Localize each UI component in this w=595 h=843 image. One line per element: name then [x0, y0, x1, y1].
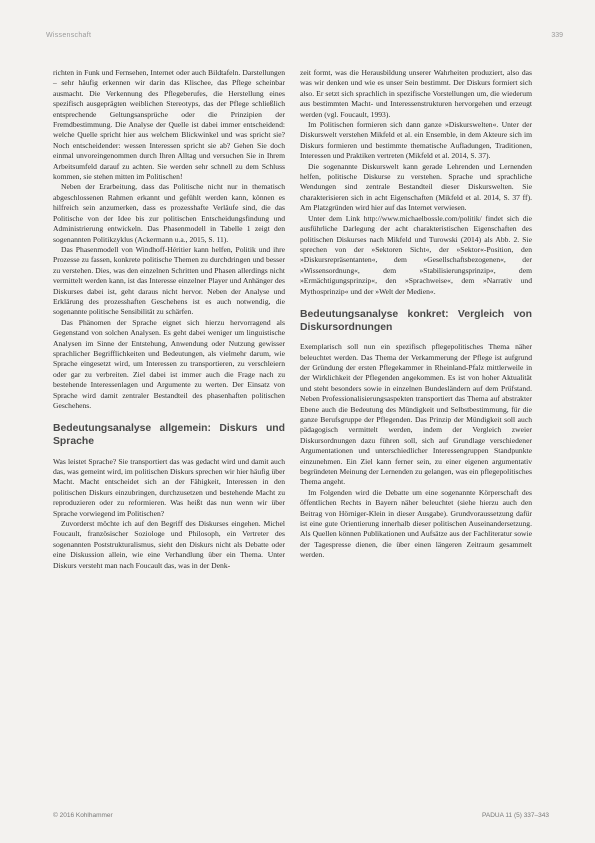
paragraph: Was leistet Sprache? Sie transportiert das was gedacht wird und damit auch das, was gemeint wird, im politischen Diskurs sprechen wir hier häufig über Macht. Macht entscheidet sich an der Fähigkeit, Interessen in den politischen Diskurs einzubringen, durchzusetzen und bestehende Macht zu reproduzieren oder zu reformieren. Was heißt das nun wenn wir über Sprache vorwiegend im Politischen? — [53, 456, 285, 518]
running-head: Wissenschaft — [46, 32, 92, 39]
left-column — [53, 68, 285, 571]
paragraph: Das Phänomen der Sprache eignet sich hierzu hervorragend als Gegenstand von solchen Analysen. Es geht dabei weniger um linguistische Analysen im Sinne der Entstehung, Anwendung oder Nutzung gewisser sprachlicher Begrifflichkeiten und Bedeutungen, als vielmehr darum, wie Sprache eingesetzt wird, um Interessen zu transportieren, zu verschleiern oder gar zu verbreiten. Ziel dabei ist immer auch die Frage nach zu bestehende Interessenlagen und Argumente zu werten. Der Einsatz von Sprache wird damit zentraler Bestandteil des phasenhaften politischen Geschehens. — [53, 317, 285, 410]
paragraph: Unter dem Link http://www.michaelbossle.com/politik/ findet sich die ausführliche Darlegung der acht charakteristischen Eigenschaften des politischen Diskurses nach Mikfeld und Turowski (2014) als Abb. 2. Sie sprechen von der »Sektoren Sicht«, der »Sektor«-Position, den »Diskursrepräsentanten«, dem »Gesellschaftsbezogenen«, der »Wissensordnung«, dem »Stabilisierungsprinzip«, dem »Ermächtigungsprinzip«, den »Sprachweise«, dem »Narrativ und Mythosprinzip« und der »Welt der Medien«. — [300, 213, 532, 296]
paragraph: Das Phasenmodell von Windhoff-Héritier kann helfen, Politik und ihre Prozesse zu fassen, konkrete politische Themen zu durchdringen und besser zu verstehen. Dies, was den einzelnen Schritten und Phasen allerdings nicht vermittelt werden kann, ist das Interesse einzelner Player und Anhänger des Diskurses dabei ist, geht daraus nicht hervor. Neben der Analyse und Erklärung des prozesshaften Geschehens ist es auch notwendig, die sogenannte politische Sensibilität zu schärfen. — [53, 244, 285, 317]
copyright-footer: © 2016 Kohlhammer — [53, 812, 113, 819]
page-number: 339 — [551, 32, 563, 39]
paragraph: Exemplarisch soll nun ein spezifisch pflegepolitisches Thema näher beleuchtet werden. Das Thema der Verkammerung der Pflege ist aufgrund der Gründung der ersten Pflegekammer in Rheinland-Pfalz mittlerweile in der Wirklichkeit der Pflegenden angekommen. Es ist von hoher Aktualität und steht besonders sowie in einzelnen Bundesländern auf dem Prüfstand. Neben Professionalisierungsaspekten transportiert das Thema auf abstrakter Ebene auch die Bedeutung des Mündigkeit und Selbstbestimmung, für die ganze Berufsgruppe der Pflegenden. Das Prinzip der Mündigkeit soll auch pädagogisch vermittelt werden, indem der Vergleich zweier Diskursordnungen dazu führen soll, sich auf Grundlage verschiedener Argumentationen und unterschiedlicher Interessengruppen Standpunkte einzunehmen. Ein Ziel kann ferner sein, zu einer eigenen argumentativ begründeten Meinung der Lernenden zu gelangen, was ein pflegepolitisches Thema angeht. — [300, 342, 532, 487]
section-heading: Bedeutungsanalyse konkret: Vergleich von Diskursordnungen — [300, 308, 532, 333]
paragraph: zeit formt, was die Herausbildung unserer Wahrheiten produziert, also das was wir denken und wie es unser Sein bestimmt. Der Diskurs formiert sich also. Er setzt sich sprachlich in spezifische Vorstellungen um, die wiederum aus bestimmten Macht- und Interessenstrukturen hervorgehen und erzeugt werden (vgl. Foucault, 1993). — [300, 68, 532, 119]
journal-citation-footer: PADUA 11 (5) 337–343 — [482, 812, 549, 819]
paragraph: Neben der Erarbeitung, dass das Politische nicht nur in thematisch abgeschlossenen Rahmen erkannt und gefühlt werden kann, können es hilfreich sein anzumerken, dass es prozesshafte Verläufe sind, die das Politische von der Idee bis zur politischen Entscheidungsfindung und Administrierung entwickeln. Das Phasenmodell in Tabelle 1 zeigt den sogenannten Politikzyklus (Ackermann u.a., 2015, S. 11). — [53, 182, 285, 244]
right-column — [300, 68, 532, 561]
paragraph: Im Politischen formieren sich dann ganze »Diskurswelten«. Unter der Diskurswelt verstehen Mikfeld et al. ein Ensemble, in dem Akteure sich im Diskurs formieren und bestimmte thematische Aufladungen, Traditionen, Interessen und Praktiken vertreten (Mikfeld et al. 2014, S. 37). — [300, 120, 532, 161]
section-heading: Bedeutungsanalyse allgemein: Diskurs und Sprache — [53, 423, 285, 447]
paragraph: Die sogenannte Diskurswelt kann gerade Lehrenden und Lernenden helfen, politische Diskurse zu verstehen. Sprache und sprachliche Wendungen sind zentrale Bestandteil dieser Diskurswelten. Sie charakterisieren sich in acht Eigenschaften (Mikfeld et al. 2014, S. 37 ff). Am Platzgründen wird hier auf das Internet verwiesen. — [300, 161, 532, 213]
paragraph: richten in Funk und Fernsehen, Internet oder auch Bildtafeln. Darstellungen – sehr häufig erkennen wir darin das Klischee, das Pflege scheinbar ausmacht. Die Verkennung des Pflegeberufes, die Herstellung eines spezifisch ausgeprägten weiblichen Stereotyps, das der Pflege schließlich entsprechende Geltungsansprüche oder die Prinzipien der Fremdbestimmung. Die Analyse der Quelle ist dabei immer entscheidend: welche Quelle spricht hier aus welchem Blickwinkel und was spricht sie? Noch entscheidender: wessen Interessen spricht sie ab? Gehen Sie doch einmal unvoreingenommen durch Ihren Alltag und versuchen Sie in Ihrem Arbeitsumfeld darauf zu achten. Sie werden sehr schnell zu dem Schluss kommen, sie stehen mitten im Politischen! — [53, 68, 285, 182]
paragraph: Zuvorderst möchte ich auf den Begriff des Diskurses eingehen. Michel Foucault, französischer Soziologe und Philosoph, ein Vertreter des sogenannten Poststrukturalismus, sieht den Diskurs nicht als Debatte oder eine Diskussion allein, wie eine Verhandlung über ein Thema. Unter Diskurs versteht man nach Foucault das, was in der Denk- — [53, 519, 285, 570]
paragraph: Im Folgenden wird die Debatte um eine sogenannte Körperschaft des öffentlichen Rechts in Bayern näher beleuchtet (siehe hierzu auch den Beitrag von Hörniger-Klein in dieser Ausgabe). Grundvoraussetzung dafür ist eine gute Orientierung innerhalb dieser politischen Auseinandersetzung. Als Quellen können Publikationen und Aufsätze aus der Fachliteratur sowie der Tagespresse dienen, die über einen längeren Zeitraum gesammelt werden. — [300, 487, 532, 560]
